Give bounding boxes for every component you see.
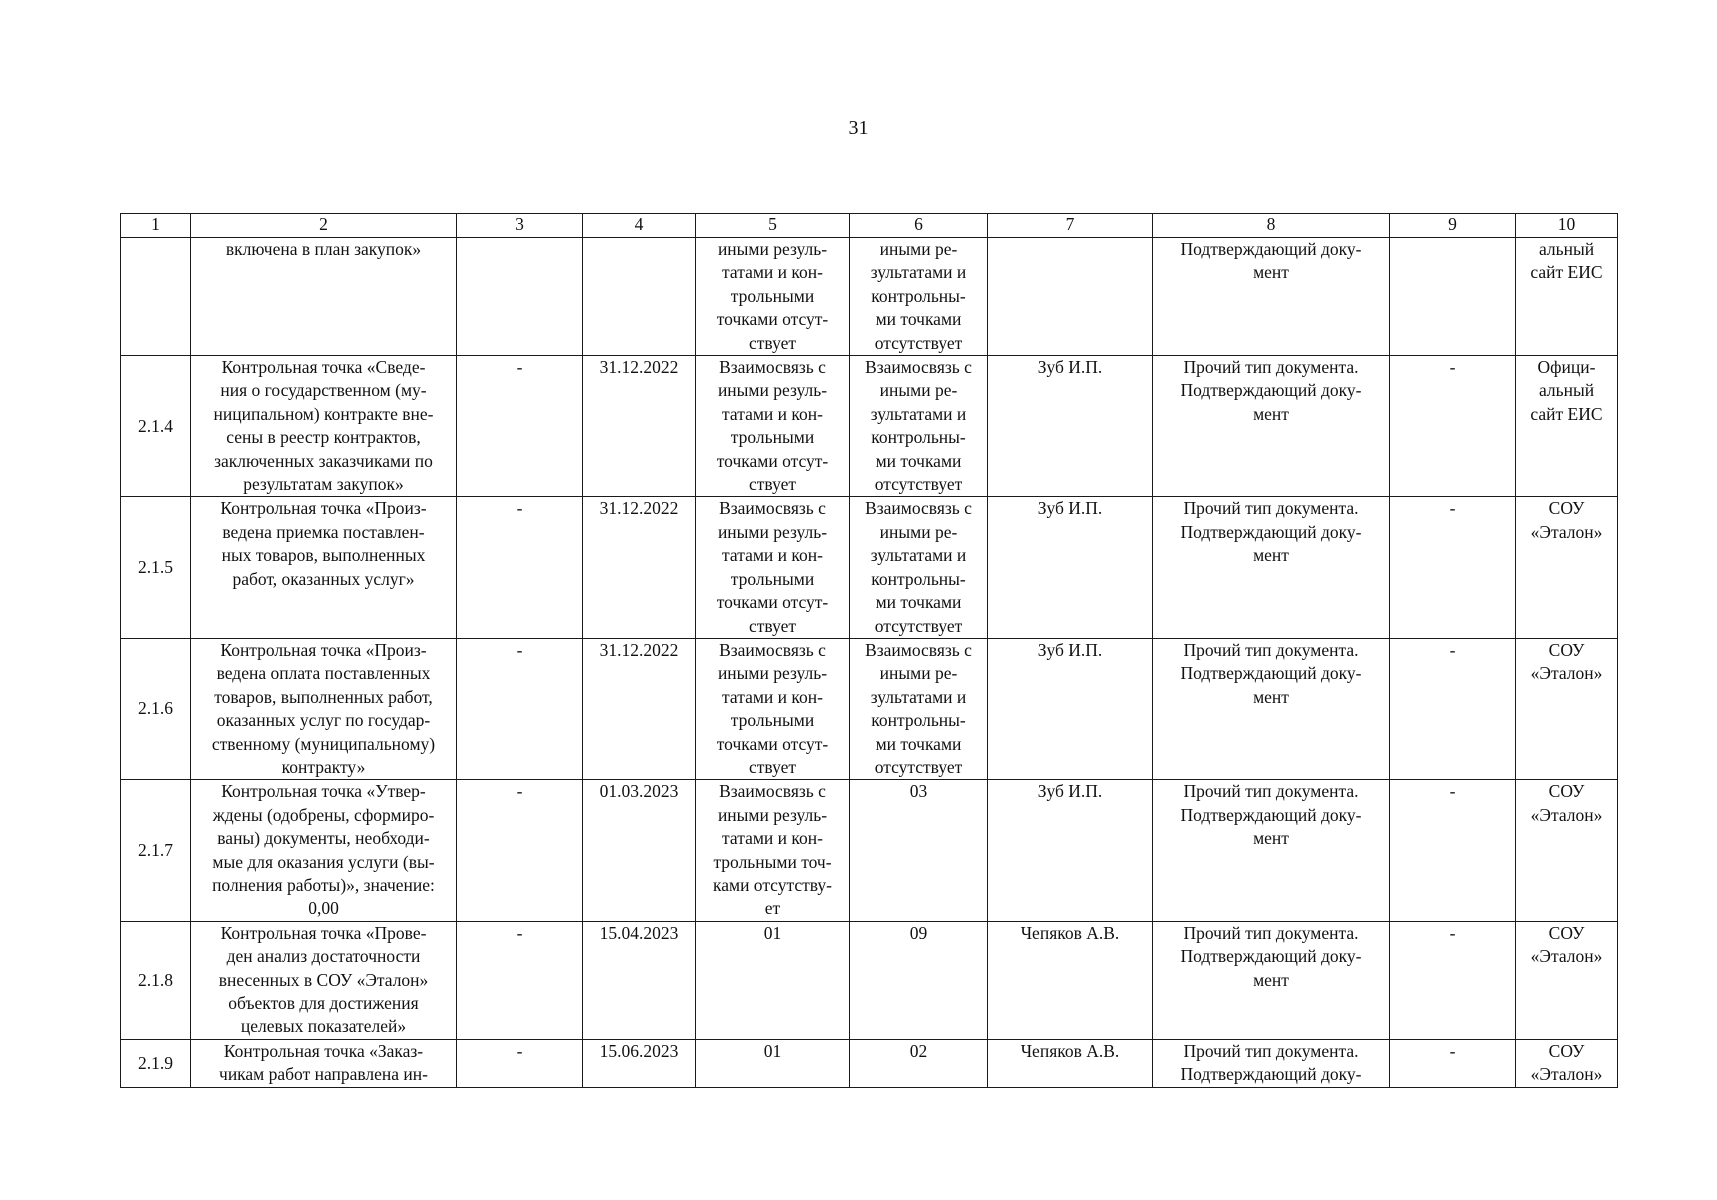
cell-line: татами и кон- <box>722 828 823 849</box>
cell-line: альный <box>1538 380 1595 401</box>
cell-line: заключенных заказчиками по <box>214 450 433 471</box>
cell-line: Подтверждающий доку- <box>1180 521 1362 542</box>
cell-line: Офици- <box>1537 357 1596 378</box>
cell-line: СОУ <box>1548 639 1585 660</box>
cell-line: ния о государственном (му- <box>220 380 427 401</box>
cell-line: «Эталон» <box>1530 804 1603 825</box>
cell-line: ми точками <box>875 733 962 754</box>
col3-value: - <box>457 638 583 779</box>
cell-line: иными резуль- <box>717 521 828 542</box>
cell-line: зультатами и <box>870 545 967 566</box>
cell-line: ками отсутству- <box>712 874 832 895</box>
cell-line: Контрольная точка «Заказ- <box>223 1040 424 1061</box>
cell-line: ствует <box>748 615 796 636</box>
cell-line: полнения работы)», значение: <box>212 874 435 895</box>
cell-line: ствует <box>748 332 796 353</box>
col9-value: - <box>1390 1039 1516 1087</box>
info-system <box>1516 780 1618 921</box>
cell-line: ных товаров, выполненных <box>221 545 426 566</box>
control-point-text <box>191 638 457 779</box>
cell-line: мые для оказания услуги (вы- <box>212 851 435 872</box>
cell-line: иными резуль- <box>717 663 828 684</box>
cell-line: целевых показателей» <box>240 1016 407 1037</box>
cell-line: Прочий тип документа. <box>1183 357 1359 378</box>
info-system <box>1516 356 1618 497</box>
cell-line: ми точками <box>875 592 962 613</box>
cell-line: мент <box>1253 686 1289 707</box>
col5-text <box>696 638 850 779</box>
cell-line: контрольны- <box>871 427 966 448</box>
table-row <box>121 921 1618 1039</box>
document-type <box>1153 1039 1390 1087</box>
cell-line: Взаимосвязь с <box>719 498 826 519</box>
header-cell-2: 2 <box>191 214 457 238</box>
deadline-date <box>583 238 696 356</box>
col9-value: - <box>1390 638 1516 779</box>
cell-line: товаров, выполненных работ, <box>214 686 433 707</box>
cell-line: Взаимосвязь с <box>719 639 826 660</box>
cell-line: трольными <box>730 710 815 731</box>
cell-line: Подтверждающий доку- <box>1180 1064 1362 1085</box>
info-system <box>1516 1039 1618 1087</box>
cell-line: сены в реестр контрактов, <box>226 427 421 448</box>
cell-line: СОУ <box>1548 922 1585 943</box>
control-point-text <box>191 356 457 497</box>
cell-line: иными резуль- <box>717 380 828 401</box>
cell-line: Взаимосвязь с <box>719 781 826 802</box>
table-row <box>121 638 1618 779</box>
cell-line: точками отсут- <box>716 592 829 613</box>
info-system <box>1516 238 1618 356</box>
col3-value: - <box>457 1039 583 1087</box>
cell-line: контрольны- <box>871 285 966 306</box>
cell-line: сайт ЕИС <box>1530 403 1603 424</box>
control-point-text <box>191 238 457 356</box>
deadline-date: 15.04.2023 <box>583 921 696 1039</box>
cell-line: татами и кон- <box>722 545 823 566</box>
cell-line: 09 <box>909 922 928 943</box>
cell-line: трольными точ- <box>713 851 832 872</box>
col6-text <box>850 497 988 638</box>
cell-line: Прочий тип документа. <box>1183 498 1359 519</box>
cell-line: татами и кон- <box>722 403 823 424</box>
cell-line: сайт ЕИС <box>1530 262 1603 283</box>
cell-line: контракту» <box>281 756 366 777</box>
cell-line: 03 <box>909 781 928 802</box>
cell-line: иными резуль- <box>717 239 828 259</box>
control-point-text <box>191 921 457 1039</box>
cell-line: отсутствует <box>874 756 963 777</box>
col9-value: - <box>1390 780 1516 921</box>
col6-text <box>850 1039 988 1087</box>
cell-line: «Эталон» <box>1530 663 1603 684</box>
table-row <box>121 238 1618 356</box>
header-cell-10: 10 <box>1516 214 1618 238</box>
col9-value: - <box>1390 356 1516 497</box>
document-type <box>1153 497 1390 638</box>
info-system <box>1516 497 1618 638</box>
cell-line: ждены (одобрены, сформиро- <box>212 804 435 825</box>
cell-line: Контрольная точка «Сведе- <box>221 357 426 378</box>
cell-line: 02 <box>909 1040 928 1061</box>
col5-text <box>696 497 850 638</box>
cell-line: мент <box>1253 403 1289 424</box>
cell-line: иными резуль- <box>717 804 828 825</box>
deadline-date: 01.03.2023 <box>583 780 696 921</box>
header-cell-9: 9 <box>1390 214 1516 238</box>
cell-line: СОУ <box>1548 781 1585 802</box>
cell-line: отсутствует <box>874 615 963 636</box>
control-point-text <box>191 780 457 921</box>
cell-line: Подтверждающий доку- <box>1180 380 1362 401</box>
col5-text <box>696 238 850 356</box>
row-number: 2.1.9 <box>121 1039 191 1087</box>
header-cell-6: 6 <box>850 214 988 238</box>
responsible-person: Чепяков А.В. <box>988 1039 1153 1087</box>
cell-line: Взаимосвязь с <box>865 357 972 378</box>
cell-line: зультатами и <box>870 403 967 424</box>
document-type <box>1153 638 1390 779</box>
col6-text <box>850 638 988 779</box>
cell-line: Контрольная точка «Произ- <box>220 639 427 660</box>
cell-line: Прочий тип документа. <box>1183 1040 1359 1061</box>
deadline-date: 31.12.2022 <box>583 497 696 638</box>
cell-line: 01 <box>763 1040 782 1061</box>
cell-line: 0,00 <box>308 898 339 919</box>
cell-line: татами и кон- <box>722 686 823 707</box>
table-row <box>121 1039 1618 1087</box>
cell-line: Подтверждающий доку- <box>1180 663 1362 684</box>
cell-line: Подтверждающий доку- <box>1180 239 1362 259</box>
plan-table <box>120 213 1618 1088</box>
col5-text <box>696 356 850 497</box>
cell-line: контрольны- <box>871 710 966 731</box>
cell-line: альный <box>1538 239 1595 259</box>
deadline-date: 15.06.2023 <box>583 1039 696 1087</box>
cell-line: внесенных в СОУ «Эталон» <box>218 969 429 990</box>
document-type <box>1153 238 1390 356</box>
responsible-person: Зуб И.П. <box>988 780 1153 921</box>
cell-line: Прочий тип документа. <box>1183 781 1359 802</box>
cell-line: ведена приемка поставлен- <box>222 521 425 542</box>
col6-text <box>850 238 988 356</box>
cell-line: «Эталон» <box>1530 946 1603 967</box>
cell-line: включена в план закупок» <box>225 239 422 259</box>
col9-value <box>1390 238 1516 356</box>
cell-line: ми точками <box>875 309 962 330</box>
responsible-person <box>988 238 1153 356</box>
cell-line: Подтверждающий доку- <box>1180 804 1362 825</box>
row-number: 2.1.5 <box>121 497 191 638</box>
cell-line: ниципальном) контракте вне- <box>213 403 434 424</box>
cell-line: иными ре- <box>879 239 958 259</box>
deadline-date: 31.12.2022 <box>583 638 696 779</box>
col6-text <box>850 921 988 1039</box>
cell-line: мент <box>1253 969 1289 990</box>
document-type <box>1153 921 1390 1039</box>
cell-line: мент <box>1253 828 1289 849</box>
cell-line: ет <box>764 898 781 919</box>
cell-line: трольными <box>730 285 815 306</box>
deadline-date: 31.12.2022 <box>583 356 696 497</box>
cell-line: иными ре- <box>879 663 958 684</box>
header-cell-5: 5 <box>696 214 850 238</box>
cell-line: Прочий тип документа. <box>1183 639 1359 660</box>
col9-value: - <box>1390 497 1516 638</box>
cell-line: ден анализ достаточности <box>226 946 421 967</box>
col6-text <box>850 356 988 497</box>
cell-line: Взаимосвязь с <box>865 639 972 660</box>
cell-line: СОУ <box>1548 498 1585 519</box>
info-system <box>1516 921 1618 1039</box>
col5-text <box>696 1039 850 1087</box>
cell-line: иными ре- <box>879 380 958 401</box>
cell-line: оказанных услуг по государ- <box>216 710 431 731</box>
document-type <box>1153 780 1390 921</box>
responsible-person: Зуб И.П. <box>988 356 1153 497</box>
control-point-text <box>191 497 457 638</box>
cell-line: точками отсут- <box>716 733 829 754</box>
control-point-text <box>191 1039 457 1087</box>
cell-line: татами и кон- <box>722 262 823 283</box>
cell-line: ми точками <box>875 450 962 471</box>
header-cell-1: 1 <box>121 214 191 238</box>
header-cell-4: 4 <box>583 214 696 238</box>
cell-line: Контрольная точка «Утвер- <box>221 781 426 802</box>
responsible-person: Чепяков А.В. <box>988 921 1153 1039</box>
cell-line: Контрольная точка «Прове- <box>220 922 427 943</box>
col5-text <box>696 921 850 1039</box>
table-row <box>121 497 1618 638</box>
cell-line: объектов для достижения <box>228 993 419 1013</box>
cell-line: трольными <box>730 427 815 448</box>
cell-line: трольными <box>730 568 815 589</box>
cell-line: ственному (муниципальному) <box>211 733 436 754</box>
col3-value: - <box>457 780 583 921</box>
row-number <box>121 238 191 356</box>
cell-line: мент <box>1253 545 1289 566</box>
cell-line: ствует <box>748 474 796 495</box>
row-number: 2.1.4 <box>121 356 191 497</box>
cell-line: контрольны- <box>871 568 966 589</box>
header-cell-8: 8 <box>1153 214 1390 238</box>
table-body <box>121 214 1618 1088</box>
cell-line: работ, оказанных услуг» <box>232 568 415 589</box>
col3-value <box>457 238 583 356</box>
header-cell-3: 3 <box>457 214 583 238</box>
cell-line: иными ре- <box>879 521 958 542</box>
cell-line: отсутствует <box>874 332 963 353</box>
cell-line: СОУ <box>1548 1040 1585 1061</box>
col3-value: - <box>457 921 583 1039</box>
document-type <box>1153 356 1390 497</box>
cell-line: «Эталон» <box>1530 1064 1603 1085</box>
cell-line: зультатами и <box>870 686 967 707</box>
cell-line: ведена оплата поставленных <box>216 663 431 684</box>
cell-line: точками отсут- <box>716 450 829 471</box>
row-number: 2.1.6 <box>121 638 191 779</box>
cell-line: чикам работ направлена ин- <box>219 1064 428 1085</box>
info-system <box>1516 638 1618 779</box>
row-number: 2.1.8 <box>121 921 191 1039</box>
responsible-person: Зуб И.П. <box>988 497 1153 638</box>
cell-line: зультатами и <box>870 262 967 283</box>
cell-line: 01 <box>763 922 782 943</box>
cell-line: «Эталон» <box>1530 521 1603 542</box>
table-row <box>121 780 1618 921</box>
cell-line: Взаимосвязь с <box>719 357 826 378</box>
cell-line: ствует <box>748 756 796 777</box>
header-cell-7: 7 <box>988 214 1153 238</box>
col9-value: - <box>1390 921 1516 1039</box>
cell-line: мент <box>1253 262 1289 283</box>
table-row <box>121 356 1618 497</box>
row-number: 2.1.7 <box>121 780 191 921</box>
cell-line: отсутствует <box>874 474 963 495</box>
responsible-person: Зуб И.П. <box>988 638 1153 779</box>
cell-line: ваны) документы, необходи- <box>217 828 430 849</box>
cell-line: Подтверждающий доку- <box>1180 946 1362 967</box>
page-number: 31 <box>848 117 869 139</box>
col3-value: - <box>457 497 583 638</box>
cell-line: Прочий тип документа. <box>1183 922 1359 943</box>
col5-text <box>696 780 850 921</box>
cell-line: точками отсут- <box>716 309 829 330</box>
header-row <box>121 214 1618 238</box>
cell-line: результатам закупок» <box>243 474 404 495</box>
col3-value: - <box>457 356 583 497</box>
cell-line: Взаимосвязь с <box>865 498 972 519</box>
col6-text <box>850 780 988 921</box>
cell-line: Контрольная точка «Произ- <box>220 498 427 519</box>
